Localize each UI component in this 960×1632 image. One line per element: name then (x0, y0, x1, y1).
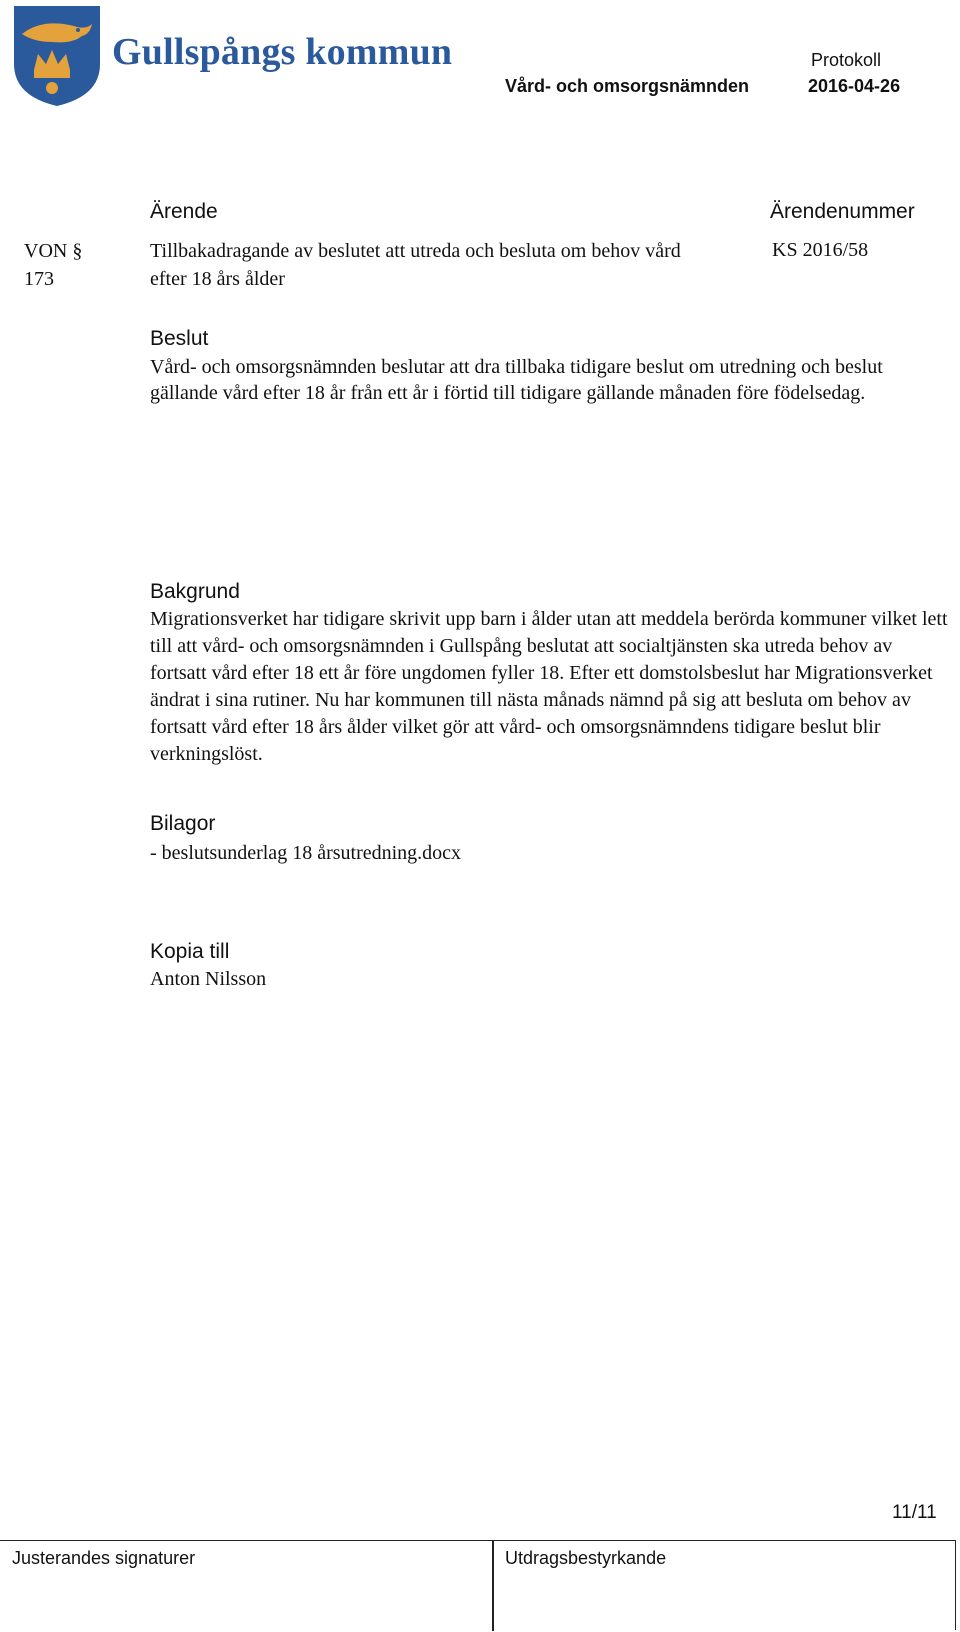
bilagor-heading: Bilagor (150, 812, 216, 835)
utdragsbestyrkande-label: Utdragsbestyrkande (505, 1548, 667, 1568)
document-type: Protokoll (811, 50, 882, 70)
beslut-heading: Beslut (150, 327, 209, 350)
bakgrund-heading: Bakgrund (150, 580, 240, 603)
page-number: 11/11 (892, 1502, 937, 1523)
justerandes-signaturer-label: Justerandes signaturer (12, 1548, 196, 1568)
paragraph-reference: VON § 173 (24, 240, 83, 290)
arendenummer-heading: Ärendenummer (770, 200, 915, 223)
attachment-item[interactable]: - beslutsunderlag 18 årsutredning.docx (150, 842, 462, 864)
meeting-date: 2016-04-26 (808, 76, 901, 96)
organization-name: Gullspångs kommun (112, 31, 453, 73)
coat-of-arms-icon (12, 4, 102, 108)
arende-heading: Ärende (150, 200, 218, 223)
beslut-text: Vård- och omsorgsnämnden beslutar att dra tillbaka tidigare beslut om utredning och beslut gällande vård efter 18 år från ett år i förtid till tidigare gällande månaden före födelsedag. (150, 356, 883, 404)
signature-table-divider (492, 1541, 494, 1631)
case-number: KS 2016/58 (772, 239, 869, 261)
bakgrund-text: Migrationsverket har tidigare skrivit upp barn i ålder utan att meddela berörda kommuner vilket lett till att vård- och omsorgsnämnden i Gullspång beslutat att socialtjänsten ska utreda behov av fortsatt vård efter 18 ett år före ungdomen fyller 18. Efter ett domstolsbeslut har Migrationsverket ändrat i sina rutiner. Nu har kommunen till nästa månads nämnd på sig att besluta om behov av fortsatt vård efter 18 års ålder vilket gör att vård- och omsorgsnämndens tidigare beslut blir verkningslöst. (150, 608, 948, 765)
kopia-recipient: Anton Nilsson (150, 968, 267, 990)
kopia-heading: Kopia till (150, 940, 230, 963)
case-title: Tillbakadragande av beslutet att utreda och besluta om behov vård efter 18 års ålder (150, 240, 681, 290)
committee-name: Vård- och omsorgsnämnden (505, 76, 750, 96)
